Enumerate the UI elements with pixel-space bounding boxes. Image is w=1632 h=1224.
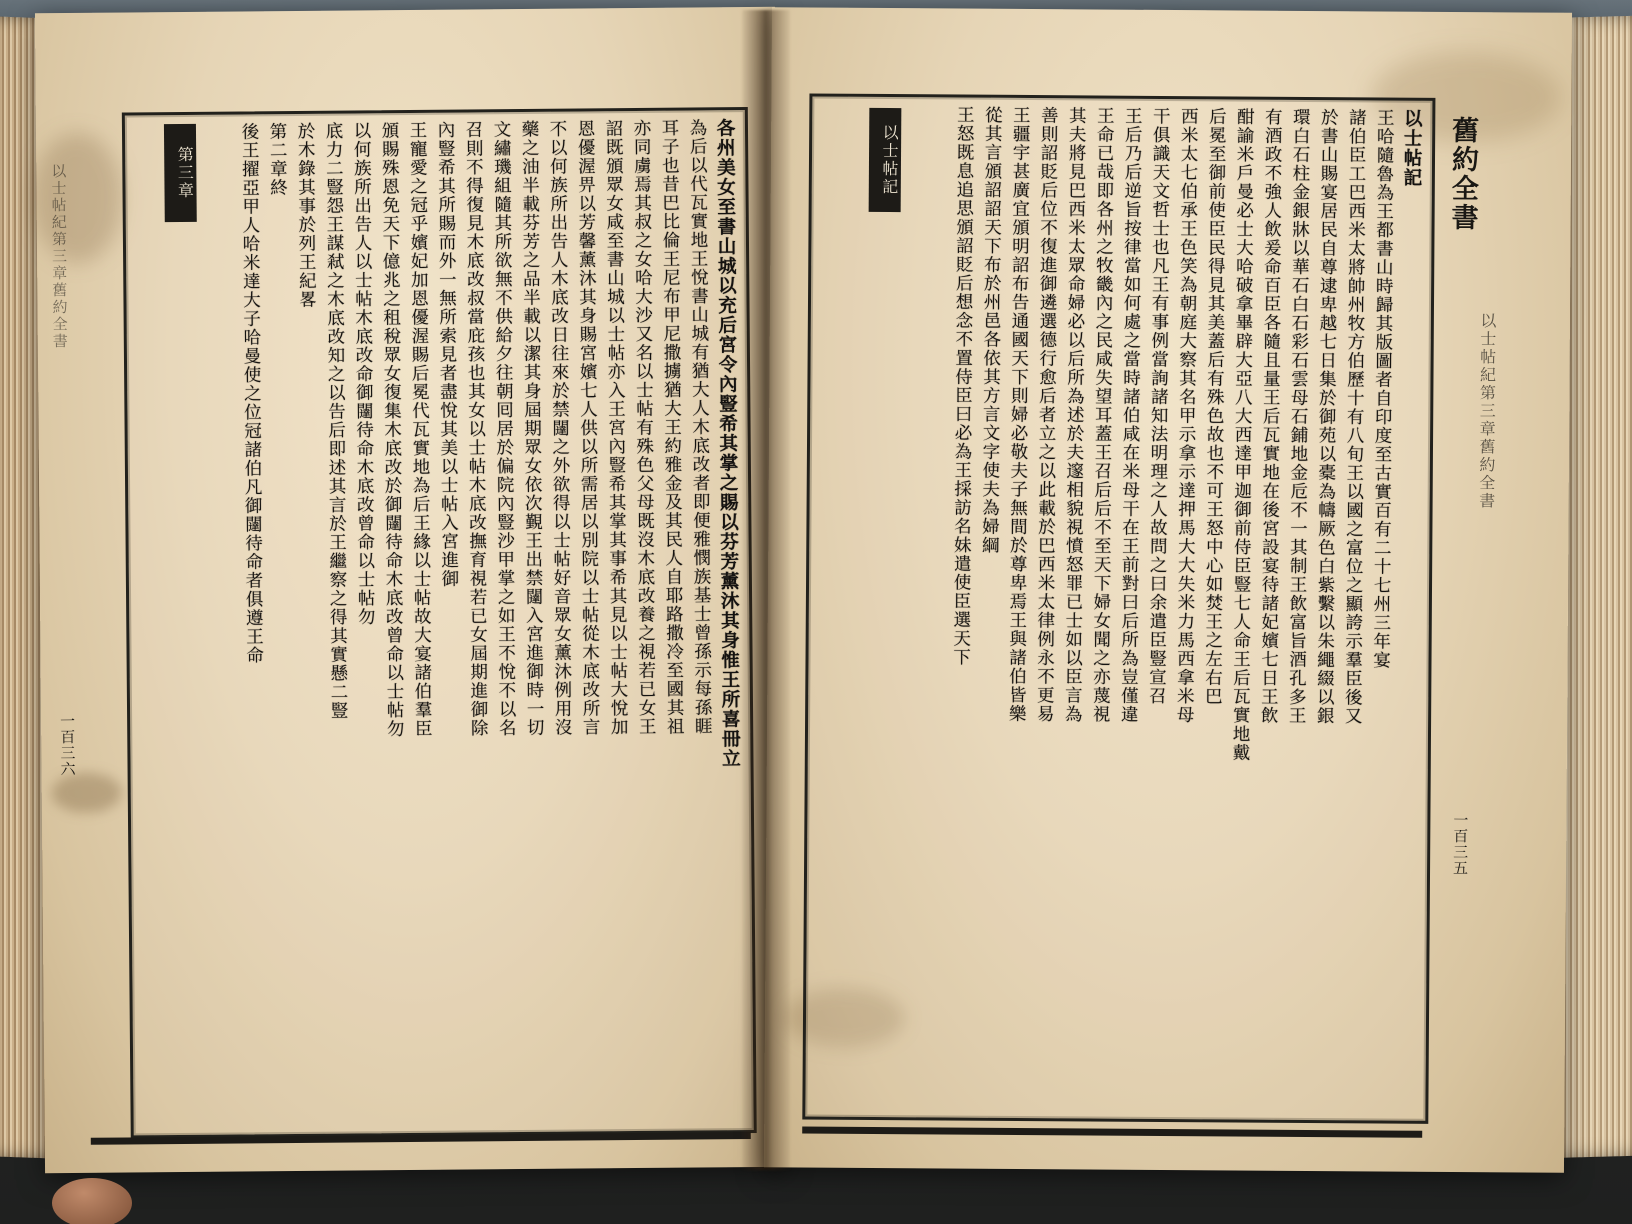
text-column: 後王擢亞甲人哈米達大子哈曼使之位冠諸伯凡御闥待命者俱遵王命 bbox=[238, 122, 264, 665]
right-leaf bbox=[764, 7, 1572, 1173]
text-column: 以士帖記 bbox=[1400, 108, 1423, 188]
text-column: 環白石柱金銀牀以華石白石彩石雲母石鋪地金卮不一其制王飲富旨酒孔多王 bbox=[1286, 107, 1311, 726]
text-column: 王命已哉即各州之牧畿內之民咸失望耳蓋王召后后不至天下婦女聞之亦蔑視 bbox=[1090, 106, 1115, 724]
right-columns bbox=[813, 103, 1424, 1115]
text-column: 底力二豎怨王謀弒之木底改知之以告后即述其言於王繼察之得其實懸二豎 bbox=[322, 121, 349, 721]
text-column: 內豎希其所賜而外一無所索見者盡悅其美以士帖入宮進御 bbox=[434, 120, 459, 589]
left-title-cartouche: 第三章 bbox=[164, 124, 197, 222]
text-column: 藥之油半載芬芳之品半載以潔其身屆期眾女依次覲王出禁闥入宮進御時一切 bbox=[518, 119, 545, 738]
thumb-holding-page bbox=[52, 1178, 132, 1224]
text-column: 於書山賜宴居民自尊逮卑越七日集於御苑以橐為幬厥色白紫繫以朱繩綴以銀 bbox=[1314, 108, 1339, 726]
text-column: 干俱識天文哲士也凡王有事例當詢諸知法明理之人故問之曰余遣臣豎宣召 bbox=[1146, 106, 1171, 706]
text-column: 召則不得復見木底改叔當庇孩也其女以士帖木底改撫育視若已女屆期進御除 bbox=[462, 120, 489, 738]
text-column: 第二章終 bbox=[266, 122, 288, 198]
text-column: 亦同虜焉其叔之女哈大沙又名以士帖有殊色父母既沒木底改養之視若已女王 bbox=[630, 118, 657, 737]
text-column: 於木錄其事於列王紀畧 bbox=[294, 121, 317, 309]
right-title-cartouche: 以士帖記 bbox=[869, 108, 902, 212]
right-text-frame bbox=[802, 93, 1435, 1123]
left-running-head: 以士帖紀第三章舊約全書 bbox=[49, 162, 69, 351]
right-page-number: 一百三五 bbox=[1451, 811, 1470, 877]
left-text-frame bbox=[122, 107, 757, 1138]
text-column: 從其言頒詔詔天下布於州邑各依其方言文字使夫為婦綱 bbox=[979, 105, 1003, 555]
text-column: 善則詔貶后位不復進御遴選德行愈后者立之以此載於巴西米太律例永不更易 bbox=[1034, 106, 1059, 724]
text-column: 文繡璣組隨其所欲無不供給夕往朝囘居於偏院內豎沙甲掌之如王不悅不以名 bbox=[490, 120, 517, 738]
text-column: 西米太七伯承王色笑為朝庭大察其名甲示拿示達押馬大大失米力馬西拿米母 bbox=[1174, 107, 1199, 725]
text-column: 恩優渥畀以芳馨薰沐其身賜宮嬪七人供以所需居以別院以士帖從木底改所言 bbox=[574, 119, 601, 737]
text-column: 耳子也昔巴比倫王尼布甲尼撒擄猶大王約雅金及其民人自耶路撒冷至國其祖 bbox=[658, 118, 685, 736]
text-column: 各州美女至書山城以充后宮令內豎希其掌之賜以芬芳薰沐其身惟王所喜冊立 bbox=[713, 118, 741, 769]
text-column: 頒賜殊恩免天下億兆之租稅眾女復集木底改於御闥待命木底改曾命以士帖勿 bbox=[378, 121, 405, 739]
text-column: 有酒政不強人飲爰命百臣各隨且量王后瓦實地在後宮設宴待諸妃嬪七日王飲 bbox=[1258, 107, 1283, 725]
text-column: 王哈隨魯為王都書山時歸其版圖者自印度至古實百有二十七州三年宴 bbox=[1370, 108, 1395, 670]
right-bottom-rule bbox=[802, 1126, 1422, 1137]
text-column: 為后以代瓦實地王悅書山城有猶大人木底改者即便雅憫族基士曾孫示每孫睚 bbox=[686, 118, 713, 736]
text-column: 后冕至御前使臣民得見其美蓋后有殊色故也不可王怒中心如焚王之左右巴 bbox=[1202, 107, 1227, 706]
left-page-number: 一百三六 bbox=[58, 712, 77, 778]
text-column: 王寵愛之冠乎嬪妃加恩優渥賜后冕代瓦實地為后王緣以士帖故大宴諸伯羣臣 bbox=[406, 120, 433, 739]
text-column: 王后乃后逆旨按律當如何處之當時諸伯咸在米母干在王前對曰后所為豈僅違 bbox=[1118, 106, 1143, 724]
left-columns bbox=[133, 116, 746, 1129]
left-leaf bbox=[35, 7, 785, 1173]
text-column: 王疆宇甚廣宜頒明詔布告通國天下則婦必敬夫子無間於尊卑焉王與諸伯皆樂 bbox=[1006, 105, 1031, 724]
text-column: 其夫將見巴西米太眾命婦必以后所為述於夫邃相貌視憤怒罪已士如以臣言為 bbox=[1062, 106, 1087, 724]
text-column: 酣諭米戶曼必士大哈破拿畢辟大亞八大西達甲迦御前侍臣豎七人命王后瓦實地戴 bbox=[1229, 107, 1255, 763]
text-column: 以何族所出告人以士帖木底改命御闥待命木底改曾命以士帖勿 bbox=[350, 121, 376, 627]
text-column: 詔既頒眾女咸至書山城以士帖亦入王宮內豎希其掌其事希其見以士帖大悅加 bbox=[602, 119, 629, 737]
text-column: 不以何族所出告人木底改日往來於禁闥之外欲得以士帖好音眾女薰沐例用沒 bbox=[546, 119, 573, 737]
right-fore-edge-text: 以士帖紀第三章舊約全書 bbox=[1476, 312, 1497, 511]
text-column: 諸伯臣工巴西米太將帥州牧方伯歷十有八旬王以國之富位之顯誇示羣臣後又 bbox=[1342, 108, 1367, 726]
right-running-head: 舊約全書 bbox=[1446, 115, 1479, 233]
text-column: 王怒既息追思頒詔貶后想念不置侍臣曰必為王採訪名妹遣使臣選天下 bbox=[950, 105, 975, 667]
paper-stain bbox=[52, 773, 122, 814]
book-gutter-shadow bbox=[742, 10, 790, 1170]
paper-stain bbox=[32, 132, 123, 263]
